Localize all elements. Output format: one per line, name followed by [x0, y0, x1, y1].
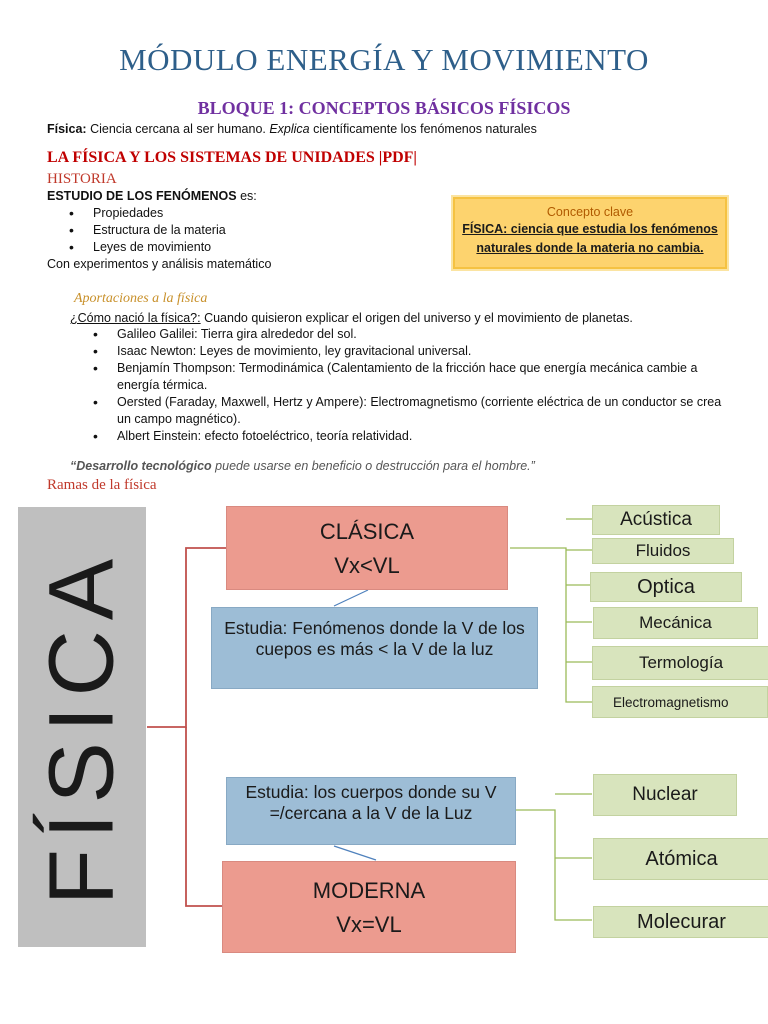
fisica-root-box — [18, 507, 146, 947]
question-rest: Cuando quisieron explicar el origen del universo y el movimiento de planetas. — [200, 311, 633, 325]
branch-acustica: Acústica — [592, 505, 720, 535]
ramas-heading: Ramas de la física — [47, 477, 157, 493]
block-subtitle: BLOQUE 1: CONCEPTOS BÁSICOS FÍSICOS — [197, 98, 571, 118]
list-item: • Propiedades — [93, 205, 226, 222]
clasica-title: CLÁSICA — [319, 519, 415, 544]
concept-line-1: FÍSICA: ciencia que estudia los fenómenos — [462, 222, 718, 236]
concept-line-2: naturales donde la materia no cambia. — [476, 241, 704, 255]
estudio-rest: es: — [236, 189, 257, 203]
list-item: • Oersted (Faraday, Maxwell, Hertz y Ampere): Electromagnetismo (corriente eléctrica de un conductor se crea un campo magnético). — [117, 394, 727, 428]
aportaciones-heading: Aportaciones a la física — [74, 291, 208, 306]
moderna-formula: Vx=VL — [336, 912, 402, 937]
list-item: • Leyes de movimiento — [93, 239, 226, 256]
estudio-bold: ESTUDIO DE LOS FENÓMENOS — [47, 189, 237, 203]
branch-mecanica: Mecánica — [593, 607, 758, 639]
moderna-title: MODERNA — [312, 878, 426, 903]
clasica-box — [226, 506, 508, 590]
experimentos-line: Con experimentos y análisis matemático — [47, 257, 272, 271]
branch-optica: Optica — [590, 572, 742, 602]
list-item: • Estructura de la materia — [93, 222, 226, 239]
moderna-description: Estudia: los cuerpos donde su V =/cercana a la V de la Luz — [226, 777, 516, 845]
branch-electromagnetismo: Electromagnetismo — [592, 686, 768, 718]
branch-termologia: Termología — [592, 646, 768, 680]
question-label: ¿Cómo nació la física?: — [70, 311, 201, 325]
definition-label: Física: — [47, 122, 87, 136]
historia-heading: HISTORIA — [47, 171, 117, 187]
section-heading: LA FÍSICA Y LOS SISTEMAS DE UNIDADES |PDF| — [47, 149, 417, 166]
definition-text-a: Ciencia cercana al ser humano. — [86, 122, 270, 136]
branch-fluidos: Fluidos — [592, 538, 734, 564]
branch-nuclear: Nuclear — [593, 774, 737, 816]
quote-open: “Desarrollo tecnológico — [70, 459, 212, 473]
page-title: MÓDULO ENERGÍA Y MOVIMIENTO — [119, 42, 649, 77]
branch-atomica: Atómica — [593, 838, 768, 880]
list-item: • Benjamín Thompson: Termodinámica (Calentamiento de la fricción hace que energía mecánica cambie a energía térmica. — [117, 360, 727, 394]
clasica-description: Estudia: Fenómenos donde la V de los cuepos es más < la V de la luz — [211, 607, 538, 689]
fisica-root-label: FÍSICA — [30, 548, 133, 906]
list-item: • Albert Einstein: efecto fotoeléctrico, teoría relatividad. — [117, 428, 727, 445]
quote-rest: puede usarse en beneficio o destrucción para el hombre.” — [211, 459, 535, 473]
definition-text-b: científicamente los fenómenos naturales — [309, 122, 537, 136]
moderna-box — [222, 861, 516, 953]
concept-title: Concepto clave — [546, 205, 634, 219]
list-item: • Isaac Newton: Leyes de movimiento, ley gravitacional universal. — [117, 343, 727, 360]
clasica-formula: Vx<VL — [334, 553, 400, 578]
branch-molecurar: Molecurar — [593, 906, 768, 938]
list-item: • Galileo Galilei: Tierra gira alrededor del sol. — [117, 326, 727, 343]
definition-emphasis: Explica — [269, 122, 310, 136]
